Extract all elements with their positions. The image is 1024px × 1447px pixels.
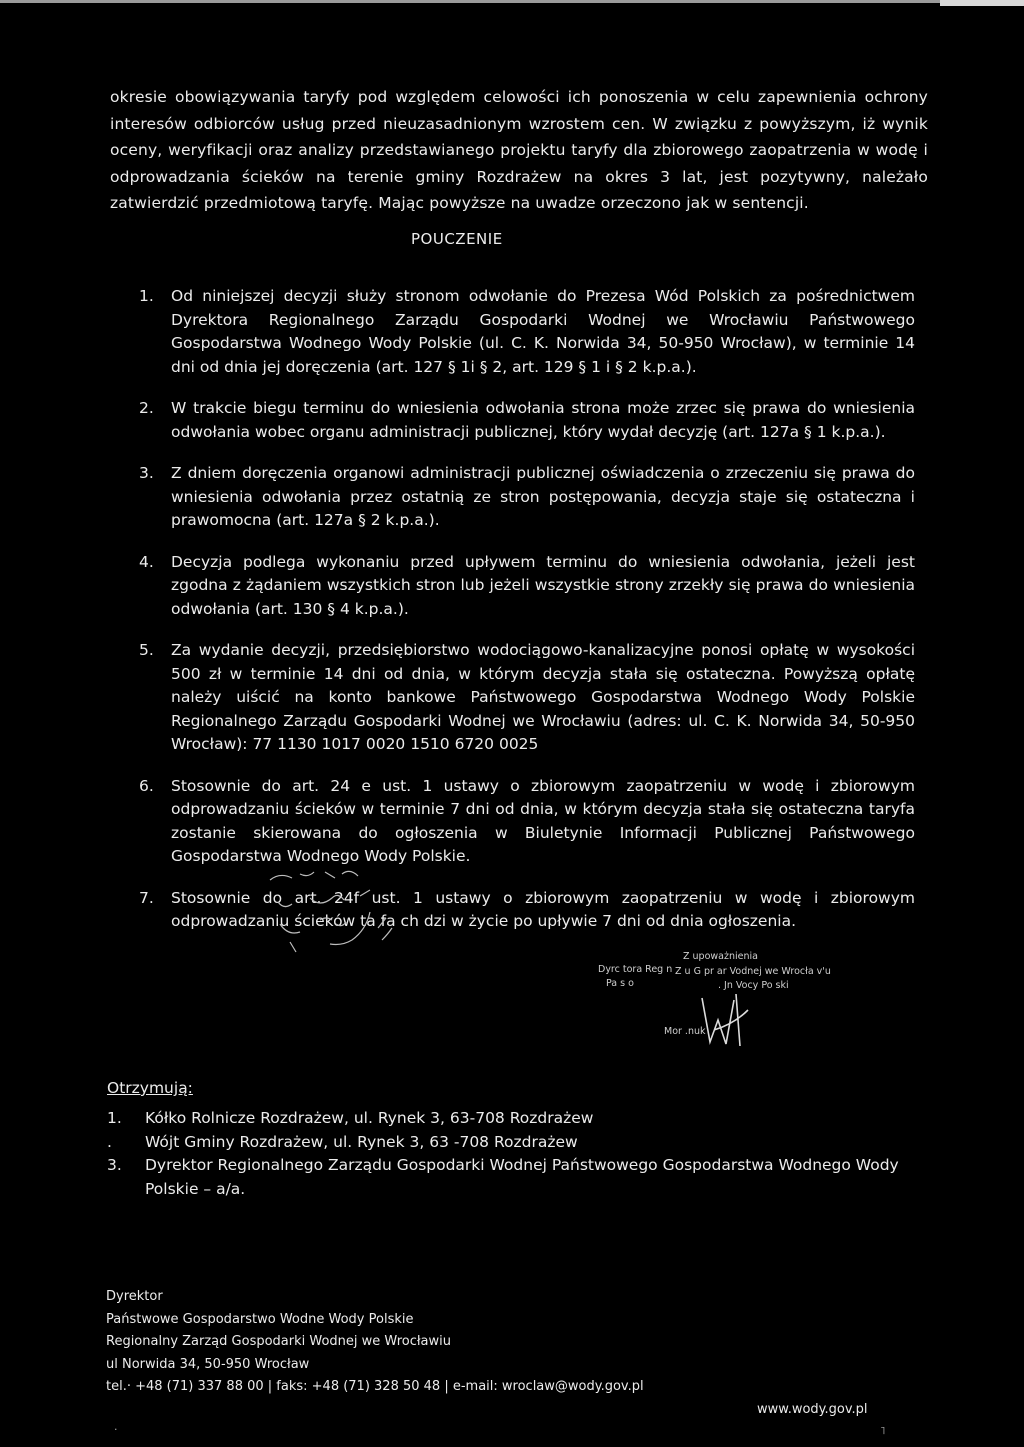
signature-left-line1: Dyrc tora Reg n — [598, 964, 673, 975]
list-item-number: 2. — [139, 399, 154, 417]
list-item — [107, 1154, 927, 1201]
signature-right-line3: . Jn Vocy Po ski — [718, 980, 789, 991]
list-item-number: 1. — [139, 287, 154, 305]
list-item-number: 4. — [139, 552, 154, 571]
list-item-number: . — [107, 1132, 112, 1151]
list-item-text: Stosownie do art. 24 e ust. 1 ustawy o zbiorowym zaopatrzeniu w wodę i zbiorowym odprowadzaniu ścieków w terminie 7 dni od dnia, w którym decyzja stała się ostateczna taryfa zostanie skierowana do ogłoszenia w Biuletynie Informacji Publicznej Państwowego Gospodarstwa Wodnego Wody Polskie. — [171, 776, 915, 865]
list-item-number: 5. — [139, 641, 154, 659]
list-item-text: Od niniejszej decyzji służy stronom odwołanie do Prezesa Wód Polskich za pośrednictwem Dyrektora Regionalnego Zarządu Gospodarki Wodnej we Wrocławiu Państwowego Gospodarstwa Wodnego Wody Polskie (ul. C. K. Norwida 34, 50-950 Wrocław), w terminie 14 dni od dnia jej doręczenia (art. 127 § 1i § 2, art. 129 § 1 i § 2 k.p.a.). — [171, 287, 915, 376]
footer-line: Regionalny Zarząd Gospodarki Wodnej we Wrocławiu — [106, 1334, 451, 1349]
signature-left-line2: Pa s o — [606, 978, 634, 989]
list-item-number: 3. — [139, 464, 154, 482]
handwritten-signature-icon — [696, 990, 756, 1048]
list-item — [139, 551, 915, 622]
scan-artifact-mark: ˥ — [880, 1424, 886, 1437]
intro-paragraph: okresie obowiązywania taryfy pod względem celowości ich ponoszenia w celu zapewnienia ochrony interesów odbiorców usług przed nieuzasadnionym wzrostem cen. W związku z powyższym, iż wynik oceny, weryfikacji oraz analizy przedstawianego projektu taryfy dla zbiorowego zaopatrzenia w wodę i odprowadzania ścieków na terenie gminy Rozdrażew na okres 3 lat, jest pozytywny, należało zatwierdzić przedmiotową taryfę. Mając powyższe na uwadze orzeczono jak w sentencji. — [110, 88, 928, 212]
list-item-text: Za wydanie decyzji, przedsiębiorstwo wodociągowo-kanalizacyjne ponosi opłatę w wysokości 500 zł w terminie 14 dni od dnia, w którym decyzja stała się ostateczna. Powyższą opłatę należy uiścić na konto bankowe Państwowego Gospodarstwa Wodnego Wody Polskie Regionalnego Zarządu Gospodarki Wodnej we Wrocławiu (adres: ul. C. K. Norwida 34, 50-950 Wrocław): 77 1130 1017 0020 1510 6720 0025 — [171, 641, 915, 753]
list-item-text: Z dniem doręczenia organowi administracji publicznej oświadczenia o zrzeczeniu się prawa do wniesienia odwołania przez ostatnią ze stron postępowania, decyzja staje się ostateczna i prawomocna (art. 127a § 2 k.p.a.). — [171, 464, 915, 529]
signature-authorization: Z upoważnienia — [683, 951, 758, 962]
list-item-text: Stosownie do art. 24f ust. 1 ustawy o zbiorowym zaopatrzeniu w wodę i zbiorowym odprowadzaniu ścieków ta fa ch dzi w życie po upływie 7 dni od dnia ogłoszenia. — [171, 888, 915, 930]
list-item — [139, 285, 915, 379]
list-item-text: Decyzja podlega wykonaniu przed upływem terminu do wniesienia odwołania, jeżeli jest zgodna z żądaniem wszystkich stron lub jeżeli wszystkie strony zrzekły się prawa do wniesienia odwołania (art. 130 § 4 k.p.a.). — [171, 552, 915, 618]
recipients-title: Otrzymują: — [107, 1079, 193, 1097]
section-heading: POUCZENIE — [411, 230, 503, 248]
footer — [106, 1286, 644, 1399]
signature-name: Mor .nuk — [664, 1026, 706, 1037]
list-item-text: Wójt Gminy Rozdrażew, ul. Rynek 3, 63 -708 Rozdrażew — [145, 1132, 578, 1151]
list-item — [139, 775, 915, 869]
list-item — [107, 1131, 927, 1155]
list-item-number: 7. — [139, 888, 154, 907]
list-item-number: 3. — [107, 1156, 122, 1174]
scan-top-edge — [0, 0, 1024, 3]
list-item — [139, 462, 915, 533]
footer-line: ul Norwida 34, 50-950 Wrocław — [106, 1356, 310, 1372]
list-item-text: W trakcie biegu terminu do wniesienia odwołania strona może zrzec się prawa do wniesienia odwołania wobec organu administracji publicznej, który wydał decyzję (art. 127a § 1 k.p.a.). — [171, 399, 915, 441]
footer-line: Państwowe Gospodarstwo Wodne Wody Polskie — [106, 1311, 414, 1327]
scan-artifact-mark: . — [114, 1420, 118, 1433]
signature-right-line2: Z u G pr ar Vodnej we Wrocła v'u — [675, 966, 831, 977]
instruction-list — [139, 285, 915, 952]
footer-website-link[interactable]: www.wody.gov.pl — [757, 1402, 868, 1417]
list-item — [139, 397, 915, 444]
footer-line: Dyrektor — [106, 1289, 163, 1304]
official-stamp-icon — [250, 862, 420, 967]
list-item-number: 6. — [139, 776, 154, 795]
list-item-text: Kółko Rolnicze Rozdrażew, ul. Rynek 3, 63-708 Rozdrażew — [145, 1109, 594, 1127]
list-item — [107, 1107, 927, 1131]
recipients-list — [107, 1107, 927, 1201]
scan-top-edge-corner — [940, 0, 1024, 6]
intro-section — [110, 84, 928, 217]
list-item-number: 1. — [107, 1109, 122, 1127]
list-item — [139, 639, 915, 757]
list-item-text: Dyrektor Regionalnego Zarządu Gospodarki Wodnej Państwowego Gospodarstwa Wodnego Wody Polskie – a/a. — [145, 1156, 899, 1198]
footer-contact-line: tel.· +48 (71) 337 88 00 | faks: +48 (71) 328 50 48 | e-mail: wroclaw@wody.gov.pl — [106, 1379, 644, 1394]
